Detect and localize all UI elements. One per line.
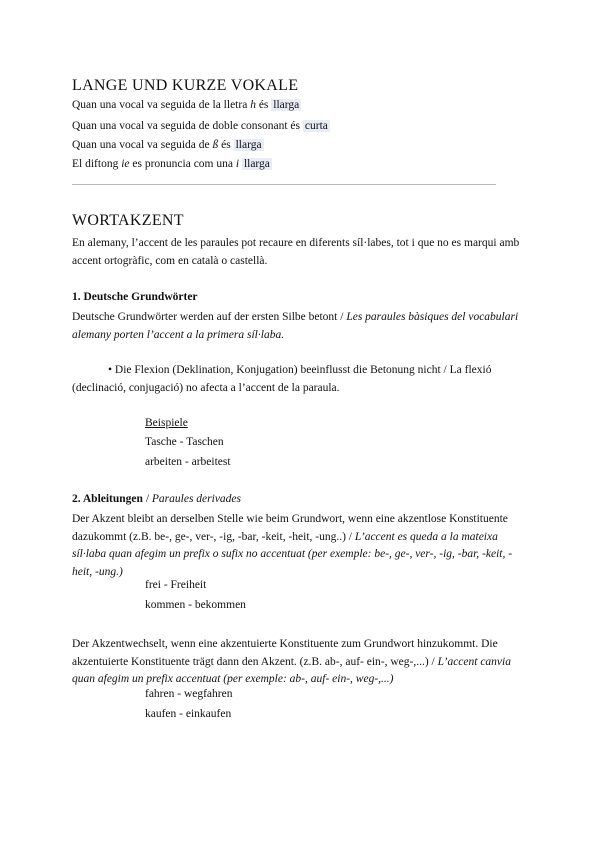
flexion-bullet: • Die Flexion (Deklination, Konjugation) beeinflusst die Betonung nicht / La flexió (declinació, conjugació) no afecta a l’accent de la paraula.	[72, 364, 492, 394]
subheading-ableitungen: 2. Ableitungen / Paraules derivades	[72, 493, 241, 505]
example-item: kaufen - einkaufen	[145, 708, 232, 720]
section-title-vokale: LANGE UND KURZE VOKALE	[72, 77, 299, 94]
vowel-rule-line: Quan una vocal va seguida de la lletra h és llarga	[72, 99, 300, 111]
intro-paragraph: En alemany, l’accent de les paraules pot recaure en diferents síl·labes, tot i que no es marqui amb accent ortogràfic, com en català o castellà.	[72, 237, 520, 267]
vowel-rule-line: El diftong ie es pronuncia com una i llarga	[72, 158, 270, 170]
highlight-llarga: llarga	[273, 99, 300, 111]
highlight-llarga: llarga	[235, 139, 262, 151]
ableitungen-paragraph-1: Der Akzent bleibt an derselben Stelle wie beim Grundwort, wenn eine akzentlose Konstituente dazukommt (z.B. be-, ge-, ver-, -ig, -bar, -keit, -heit, -ung..) / L’accent es queda a la mateixa síl·laba quan afegim un prefix o sufix no accentuat (per exemple: be-, ge-, ver-, -ig, -bar, -keit, -heit, -ung.)	[72, 513, 513, 578]
section-title-wortakzent: WORTAKZENT	[72, 212, 184, 229]
example-item: arbeiten - arbeitest	[145, 456, 231, 468]
vowel-rule-line: Quan una vocal va seguida de doble consonant és curta	[72, 120, 328, 132]
example-item: fahren - wegfahren	[145, 688, 233, 700]
subheading-grundwoerter: 1. Deutsche Grundwörter	[72, 291, 198, 303]
example-item: Tasche - Taschen	[145, 436, 224, 448]
example-item: frei - Freiheit	[145, 579, 207, 591]
highlight-curta: curta	[304, 120, 328, 132]
grundwoerter-paragraph: Deutsche Grundwörter werden auf der ersten Silbe betont / Les paraules bàsiques del vocabulari alemany porten l’accent a la primera síl·laba.	[72, 311, 519, 341]
ableitungen-paragraph-2: Der Akzentwechselt, wenn eine akzentuierte Konstituente zum Grundwort hinzukommt. Die akzentuierte Konstituente trägt dann den Akzent. (z.B. ab-, auf- ein-, weg-,...) / L’accent canvia quan afegim un prefix accentuat (per exemple: ab-, auf- ein-, weg-,...)	[72, 638, 511, 685]
examples-label: Beispiele	[145, 417, 188, 429]
vowel-rule-line: Quan una vocal va seguida de ß és llarga	[72, 139, 262, 151]
horizontal-divider	[72, 184, 496, 185]
example-item: kommen - bekommen	[145, 599, 246, 611]
highlight-llarga: llarga	[243, 158, 270, 170]
